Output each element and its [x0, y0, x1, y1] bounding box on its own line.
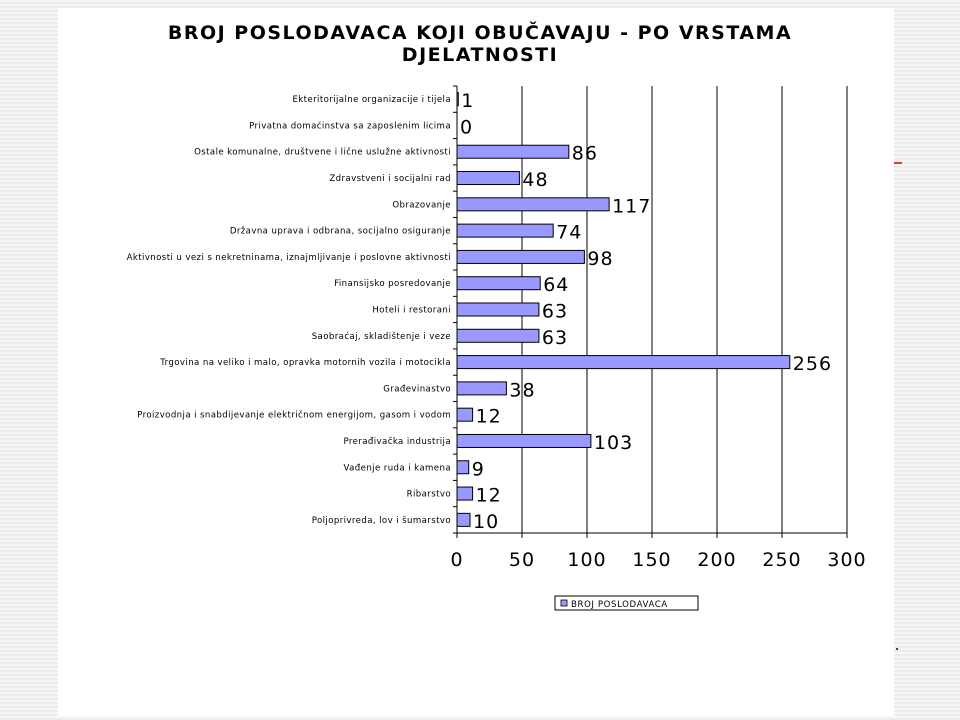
- value-label: 86: [571, 142, 598, 165]
- bar: [457, 487, 473, 500]
- chart-title-line-2: DJELATNOSTI: [401, 44, 559, 66]
- category-label: Ekteritorijalne organizacije i tijela: [292, 95, 451, 106]
- legend-swatch: [561, 600, 567, 606]
- value-label: 256: [792, 353, 833, 376]
- bar: [457, 172, 519, 185]
- slide-mark: [894, 162, 902, 164]
- bar: [457, 198, 609, 211]
- value-label: 103: [593, 431, 634, 454]
- x-tick-label-200: 200: [697, 549, 737, 571]
- value-label: 9: [471, 458, 485, 481]
- category-label: Saobraćaj, skladištenje i veze: [311, 331, 451, 342]
- bar: [457, 224, 553, 237]
- x-tick-label-250: 250: [762, 549, 802, 571]
- x-tick-label-50: 50: [508, 549, 536, 571]
- value-label: 74: [556, 221, 583, 244]
- legend-label: BROJ POSLODAVACA: [571, 600, 668, 610]
- category-label: Obrazovanje: [392, 200, 451, 211]
- value-label: 1: [461, 90, 475, 113]
- bar: [457, 434, 591, 447]
- bar: [457, 461, 469, 474]
- category-label: Zdravstveni i socijalni rad: [329, 174, 451, 185]
- x-tick-label-100: 100: [567, 549, 607, 571]
- value-label: 117: [612, 195, 652, 218]
- category-label: Finansijsko posredovanje: [334, 279, 451, 290]
- category-label: Ostale komunalne, društvene i lične uslužne aktivnosti: [194, 147, 451, 158]
- chart-title-line-1: BROJ POSLODAVACA KOJI OBUČAVAJU - PO VRSTAMA: [167, 22, 793, 44]
- x-tick-label-300: 300: [827, 549, 867, 571]
- value-label: 12: [475, 484, 502, 507]
- category-label: Prerađivačka industrija: [343, 436, 451, 447]
- x-tick-label-150: 150: [632, 549, 672, 571]
- slide-dot: [896, 648, 898, 650]
- value-label: 12: [475, 405, 502, 428]
- category-label: Privatna domaćinstva sa zaposlenim licima: [249, 121, 451, 132]
- category-label: Hoteli i restorani: [372, 305, 451, 316]
- bar: [457, 408, 473, 421]
- value-label: 98: [587, 247, 614, 270]
- bar: [457, 145, 569, 158]
- category-label: Aktivnosti u vezi s nekretninama, iznajmljivanje i poslovne aktivnosti: [126, 252, 451, 263]
- bar: [457, 356, 790, 369]
- category-label: Ribarstvo: [406, 489, 451, 500]
- bar: [457, 250, 584, 263]
- value-label: 64: [543, 274, 570, 297]
- bar: [457, 382, 506, 395]
- bar: [457, 277, 540, 290]
- bar: [457, 329, 539, 342]
- x-tick-label-0: 0: [450, 549, 464, 571]
- category-label: Trgovina na veliko i malo, opravka motornih vozila i motocikla: [160, 358, 451, 369]
- category-label: Državna uprava i odbrana, socijalno osiguranje: [229, 226, 451, 237]
- value-label: 63: [541, 300, 569, 323]
- value-label: 63: [541, 326, 569, 349]
- value-label: 38: [509, 379, 536, 402]
- bar: [457, 303, 539, 316]
- bar: [457, 93, 458, 106]
- value-label: 0: [460, 116, 474, 139]
- value-label: 10: [473, 510, 500, 533]
- category-label: Proizvodnja i snabdijevanje električnom energijom, gasom i vodom: [137, 410, 451, 421]
- category-label: Vađenje ruda i kamena: [343, 463, 451, 474]
- bar: [457, 513, 470, 526]
- category-label: Poljoprivreda, lov i šumarstvo: [311, 515, 451, 526]
- value-label: 48: [522, 169, 549, 192]
- category-label: Građevinastvo: [383, 384, 451, 395]
